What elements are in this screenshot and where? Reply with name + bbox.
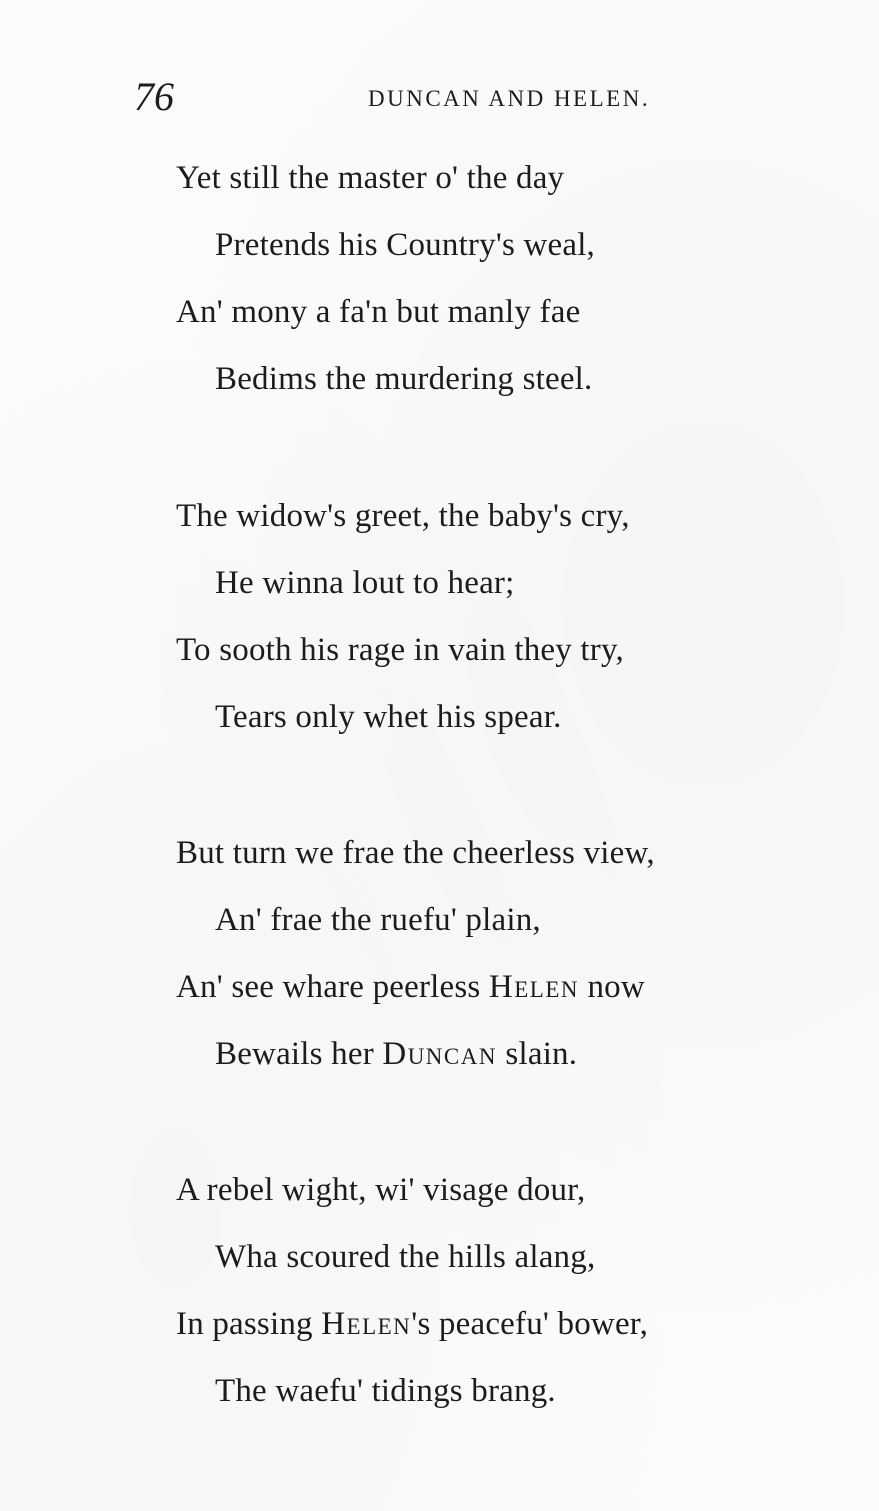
verse-line: He winna lout to hear; [215, 565, 515, 601]
verse-text: But turn we frae the cheerless view, [176, 835, 655, 871]
verse-line: Yet still the master o' the day [176, 160, 565, 196]
verse-text: slain. [496, 1036, 578, 1072]
verse-text: now [579, 969, 645, 1005]
verse-text: An' frae the ruefu' plain, [215, 902, 541, 938]
verse-text: An' see whare peerless [176, 969, 489, 1005]
verse-line [176, 833, 655, 873]
verse-text: 's peacefu' bower, [411, 1306, 649, 1342]
verse-text: Bewails her [215, 1036, 383, 1072]
verse-text: A rebel wight, wi' visage dour, [176, 1172, 586, 1208]
name-small-caps: Duncan [382, 1036, 497, 1072]
verse-text: The waefu' tidings brang. [215, 1373, 556, 1409]
name-small-caps: Helen [321, 1306, 412, 1342]
verse-line [176, 1304, 648, 1344]
verse-line: Bedims the murdering steel. [215, 361, 593, 397]
name-small-caps: Helen [488, 969, 580, 1005]
verse-text: Wha scoured the hills alang, [215, 1239, 596, 1275]
verse-line: Tears only whet his spear. [215, 699, 562, 735]
page-number: 76 [134, 74, 174, 119]
running-head: DUNCAN AND HELEN. [368, 86, 651, 111]
verse-line [176, 1170, 586, 1210]
verse-line [176, 967, 645, 1007]
verse-line [215, 1237, 595, 1277]
verse-line: An' mony a fa'n but manly fae [176, 294, 581, 330]
verse-line: The widow's greet, the baby's cry, [176, 498, 630, 534]
verse-line [215, 900, 541, 940]
verse-line [215, 1034, 577, 1074]
verse-line [215, 1371, 556, 1411]
verse-line: Pretends his Country's weal, [215, 227, 596, 263]
verse-text: In passing [176, 1306, 322, 1342]
verse-line: To sooth his rage in vain they try, [176, 632, 624, 668]
